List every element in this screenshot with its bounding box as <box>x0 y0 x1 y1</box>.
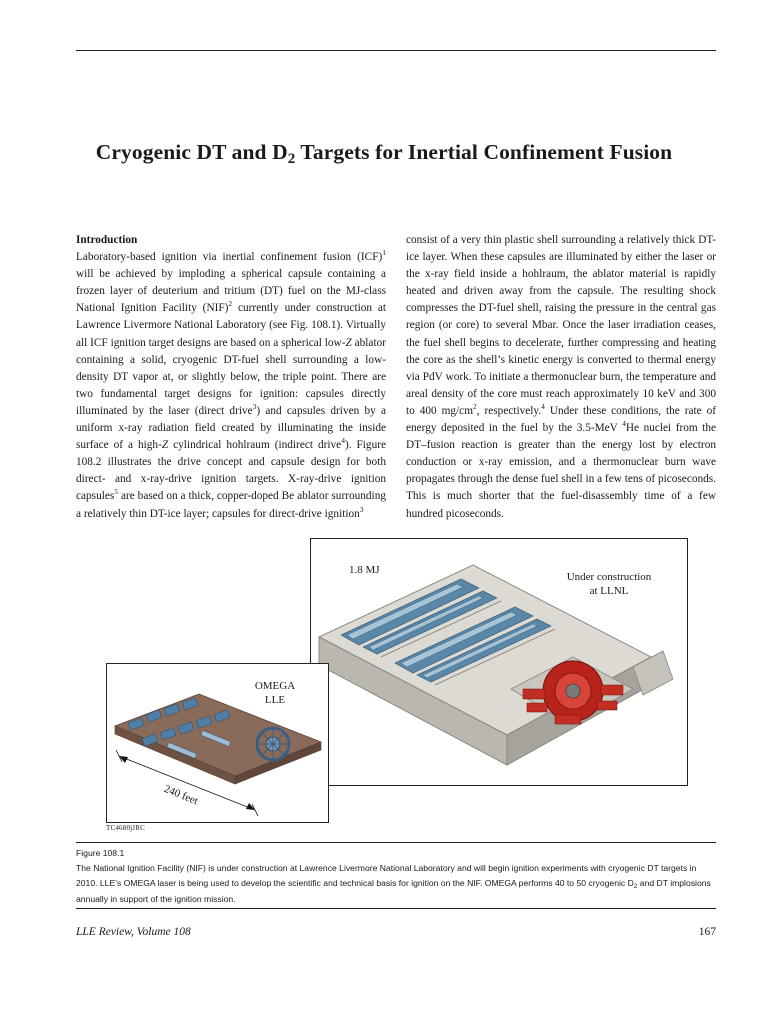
right-column-text: consist of a very thin plastic shell surrounding a relatively thick DT-ice layer. When these capsules are illuminated by either the laser or the x-ray field inside a hohlraum, the ablator material is rapidly heated and driven away from the capsule. The resulting shock compresses the DT-fuel shell, raising the pressure in the central gas region (or core) to several Mbar. Once the laser irradiation ceases, the fuel shell begins to decelerate, further compressing and heating the core as the shell’s kinetic energy is converted to thermal energy via PdV work. To initiate a thermonuclear burn, the temperature and areal density of the core must reach approximately 10 keV and 300 to 400 $mg/cm^2$, respectively.$^4$ Under these conditions, the rate of energy deposited in the fuel by the 3.5-MeV $^4$He nuclei from the DT–fusion reaction is greater than the energy lost by electron conduction or x-ray emission, and a thermonuclear burn wave propagates through the dense fuel shell in a few tens of picoseconds. This is much shorter that the fuel-disassembly time of a few hundred picoseconds. <box>406 234 716 520</box>
caption-bottom-rule <box>76 908 716 909</box>
scale-label: 240 feet <box>162 782 200 808</box>
omega-label: OMEGA LLE <box>254 680 296 706</box>
nif-status-label: Under construction at LLNL <box>566 571 652 597</box>
section-heading: Introduction <box>76 234 138 246</box>
caption-label: Figure 108.1 <box>76 848 125 858</box>
caption-top-rule <box>76 842 716 843</box>
article-title: Cryogenic DT and $D_2$ Targets for Inertial Confinement Fusion <box>95 140 673 167</box>
nif-energy-label: 1.8 MJ <box>349 564 380 576</box>
page-number: 167 <box>698 926 716 938</box>
figure-credit: TC4680jJRC <box>106 824 145 832</box>
top-rule <box>76 50 716 51</box>
footer-journal: LLE Review, Volume 108 <box>76 926 191 938</box>
figure-caption: Figure 108.1 The National Ignition Facility (NIF) is under construction at Lawrence Livermore National Laboratory and will begin ignition experiments with cryogenic DT targets in 2010. LLE’s OMEGA laser is being used to develop the scientific and technical basis for ignition on the NIF. OMEGA performs 40 to 50 cryogenic $D_2$ and DT implosions annually in support of the ignition mission. <box>76 846 716 907</box>
nif-figure-panel <box>310 538 688 786</box>
omega-figure-panel <box>106 663 329 823</box>
left-column-text: Introduction Laboratory-based ignition via inertial confinement fusion (ICF)$^1$ will be achieved by imploding a spherical capsule containing a frozen layer of deuterium and tritium (DT) fuel on the MJ-class National Ignition Facility (NIF)$^2$ currently under construction at Lawrence Livermore National Laboratory (see Fig. 108.1). Virtually all ICF ignition target designs are based on a spherical low-Z ablator containing a solid, cryogenic DT-fuel shell surrounding a low-density DT vapor at, or slightly below, the triple point. There are two fundamental target designs for ignition: capsules directly illuminated by the laser (direct drive$^3$) and capsules driven by a uniform x-ray radiation field created by illuminating the inside surface of a high-Z cylindrical hohlraum (indirect drive$^4$). Figure 108.2 illustrates the drive concept and capsule design for both direct- and x-ray-drive ignition targets. X-ray-drive ignition capsules$^5$ are based on a thick, copper-doped Be ablator surrounding a relatively thin DT-ice layer; capsules for direct-drive ignition$^3$ <box>76 234 387 520</box>
